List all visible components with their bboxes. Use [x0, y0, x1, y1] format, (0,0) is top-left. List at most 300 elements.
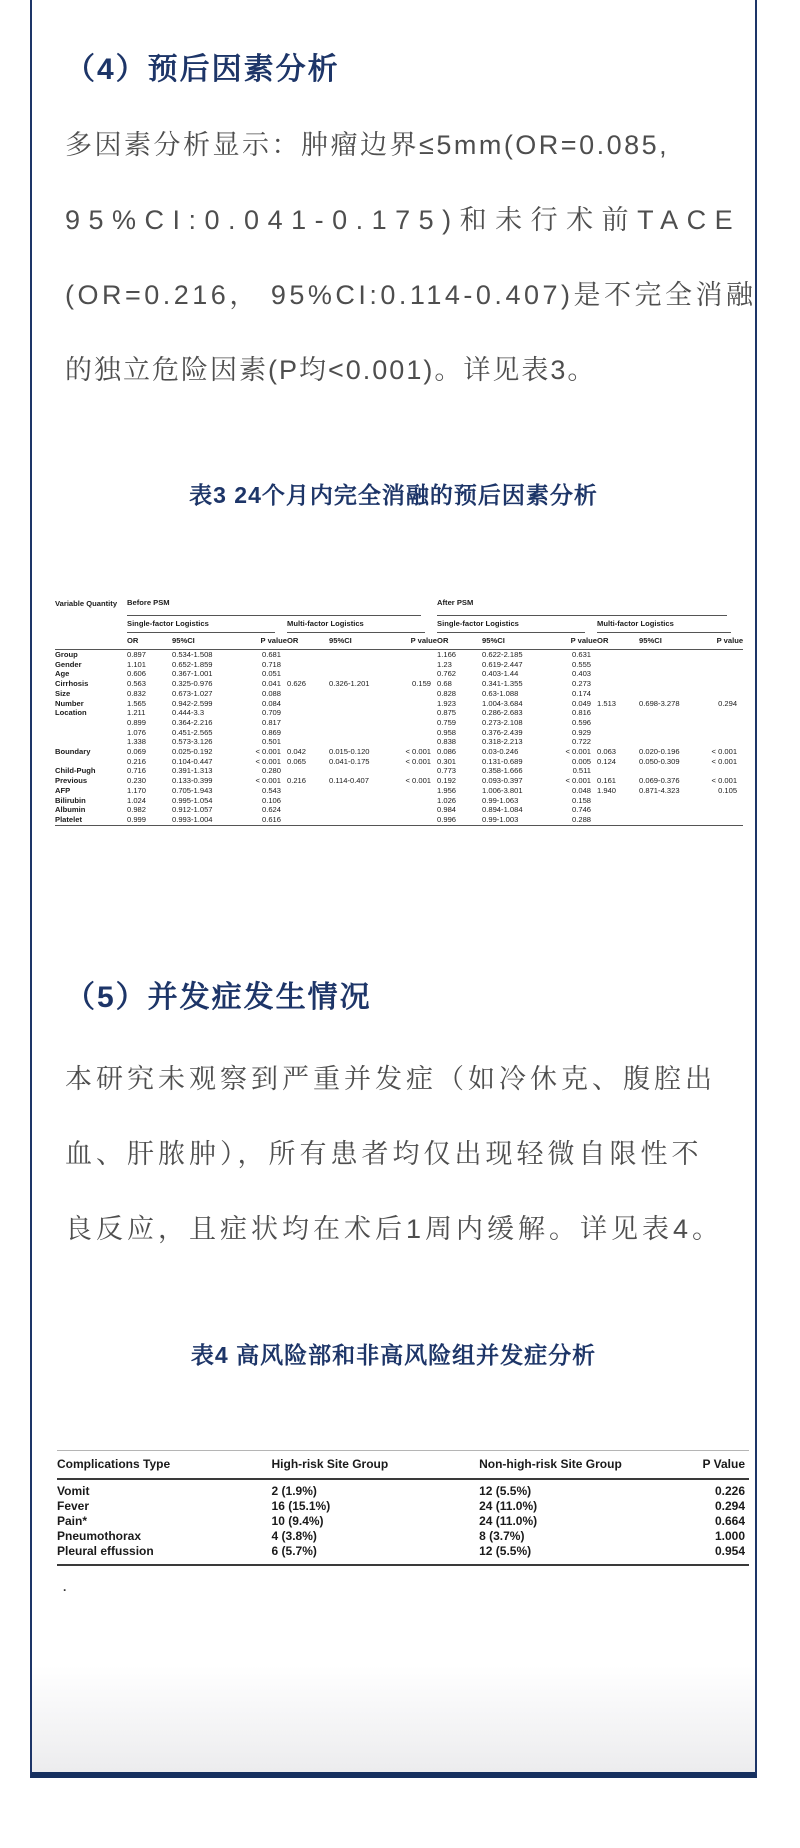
value-cell: 0.722 [572, 737, 592, 747]
value-cell: 1.170 [127, 785, 147, 795]
value-cell: 0.273-2.108 [482, 717, 523, 727]
value-cell [329, 805, 395, 815]
value-cell: 0.982 [127, 805, 147, 815]
variable-cell: Group [55, 650, 78, 659]
value-cell: 0.325-0.976 [172, 679, 213, 689]
col-group-after-psm [437, 598, 743, 616]
value-cell [597, 660, 639, 670]
value-cell: 0.606 [127, 669, 147, 679]
value-cell: 0.99-1.063 [482, 795, 519, 805]
value-cell [705, 708, 743, 718]
value-cell: 0.288 [551, 815, 597, 825]
table-row [57, 1514, 749, 1529]
value-cell [639, 728, 705, 738]
value-cell: 1.024 [127, 795, 147, 805]
value-cell: 0.124 [597, 756, 617, 766]
table-row [55, 718, 743, 728]
value-cell: 0.105 [718, 785, 738, 795]
value-cell: < 0.001 [405, 747, 432, 757]
value-cell [329, 669, 395, 679]
table-row [55, 766, 743, 776]
value-cell: 0.929 [572, 727, 592, 737]
value-cell: 0.216 [127, 756, 147, 766]
table3-measure-row [55, 633, 743, 650]
value-cell: 10 (9.4%) [271, 1514, 324, 1528]
value-cell [287, 805, 329, 815]
col-group-before-psm [127, 598, 437, 616]
value-cell [287, 708, 329, 718]
value-cell [287, 737, 329, 747]
value-cell [395, 650, 437, 660]
value-cell: 0.03-0.246 [482, 747, 519, 757]
value-cell: 0.652-1.859 [172, 659, 213, 669]
table-row [55, 699, 743, 709]
value-cell [287, 660, 329, 670]
value-cell: 0.216 [287, 776, 307, 786]
value-cell: 0.294 [714, 1499, 745, 1513]
value-cell [639, 708, 705, 718]
value-cell: 0.573-3.126 [172, 737, 213, 747]
table4-body [57, 1479, 749, 1565]
group-label: Before PSM [127, 598, 421, 616]
value-cell [705, 815, 743, 825]
value-cell: 0.681 [261, 650, 281, 659]
value-cell [597, 669, 639, 679]
value-cell [287, 650, 329, 660]
subgroup-label: Single-factor Logistics [437, 619, 585, 633]
value-cell: 0.555 [572, 659, 592, 669]
value-cell: 0.358-1.666 [482, 766, 523, 776]
value-cell: 24 (11.0%) [479, 1499, 538, 1513]
value-cell [639, 669, 705, 679]
value-cell: 1.923 [437, 698, 457, 708]
value-cell [705, 679, 743, 689]
value-cell: 0.954 [680, 1544, 749, 1565]
variable-cell: Location [55, 708, 87, 718]
complication-cell: Fever [57, 1499, 90, 1513]
table-row [55, 689, 743, 699]
value-cell: 0.68 [437, 679, 452, 689]
value-cell [395, 669, 437, 679]
value-cell: 0.99-1.003 [482, 815, 551, 825]
complication-cell: Vomit [57, 1484, 90, 1498]
table-row [55, 805, 743, 815]
value-cell [395, 796, 437, 806]
value-cell: 0.832 [127, 688, 147, 698]
col-header: OR [597, 633, 639, 650]
value-cell [287, 786, 329, 796]
value-cell [287, 718, 329, 728]
value-cell [287, 699, 329, 709]
value-cell [597, 718, 639, 728]
subgroup-label: Multi-factor Logistics [597, 619, 731, 633]
variable-cell: Gender [55, 659, 82, 669]
value-cell: < 0.001 [565, 747, 592, 757]
col-subgroup-multi [287, 616, 437, 633]
value-cell: 0.993-1.004 [172, 815, 241, 825]
prognostic-factors-table [55, 598, 743, 826]
variable-cell [55, 757, 127, 767]
value-cell: 0.158 [572, 795, 592, 805]
value-cell: 0.828 [437, 688, 457, 698]
variable-cell: Age [55, 669, 70, 679]
value-cell [329, 660, 395, 670]
col-header: High-risk Site Group [272, 1451, 480, 1480]
value-cell: 0.114-0.407 [329, 776, 369, 786]
value-cell: 0.746 [572, 805, 592, 815]
value-cell: 0.705-1.943 [172, 785, 213, 795]
complication-cell: Pain* [57, 1514, 88, 1528]
col-header: Complications Type [57, 1451, 272, 1480]
value-cell: 0.226 [714, 1484, 745, 1498]
col-header: P value [705, 633, 743, 650]
table4 [57, 1450, 749, 1566]
value-cell: 1.076 [127, 727, 147, 737]
col-header: P value [241, 633, 287, 650]
col-header: P Value [680, 1451, 749, 1480]
variable-cell: AFP [55, 785, 71, 795]
value-cell: 2 (1.9%) [271, 1484, 317, 1498]
value-cell: 0.871-4.323 [639, 785, 680, 795]
value-cell [639, 737, 705, 747]
value-cell: 1.101 [127, 659, 147, 669]
col-subgroup-single [127, 616, 287, 633]
value-cell: 1.006-3.801 [482, 785, 523, 795]
value-cell: < 0.001 [711, 756, 738, 766]
value-cell: 0.301 [437, 756, 457, 766]
value-cell [329, 708, 395, 718]
value-cell [597, 708, 639, 718]
value-cell: 0.015-0.120 [329, 747, 370, 757]
value-cell [705, 805, 743, 815]
value-cell [329, 650, 395, 660]
value-cell [597, 815, 639, 825]
value-cell: 0.294 [718, 698, 738, 708]
value-cell: 1.004-3.684 [482, 698, 523, 708]
table-row [55, 796, 743, 806]
value-cell [705, 796, 743, 806]
value-cell: 0.403-1.44 [482, 669, 519, 679]
value-cell [395, 728, 437, 738]
value-cell [639, 796, 705, 806]
variable-cell: Child-Pugh [55, 766, 96, 776]
section5-paragraph [65, 1042, 731, 1267]
variable-cell: Boundary [55, 747, 91, 757]
value-cell: 0.048 [572, 785, 592, 795]
value-cell: 0.391-1.313 [172, 766, 213, 776]
value-cell: 0.534-1.508 [172, 650, 213, 659]
table-row [57, 1529, 749, 1544]
variable-cell [55, 737, 127, 747]
value-cell: 0.230 [127, 776, 147, 786]
value-cell: 1.026 [437, 795, 457, 805]
table3-body [55, 650, 743, 826]
variable-cell [55, 728, 127, 738]
value-cell: 1.338 [127, 737, 147, 747]
value-cell: 0.958 [437, 727, 457, 737]
value-cell: 0.084 [261, 698, 281, 708]
value-cell [287, 815, 329, 825]
value-cell [639, 650, 705, 660]
col-subgroup-multi [597, 616, 743, 633]
value-cell: 0.817 [261, 717, 281, 727]
table-row [55, 660, 743, 670]
value-cell: 0.318-2.213 [482, 737, 523, 747]
value-cell: 0.762 [437, 669, 457, 679]
value-cell: 0.093-0.397 [482, 776, 523, 786]
section4-paragraph [65, 108, 757, 408]
value-cell [395, 737, 437, 747]
variable-cell: Previous [55, 776, 88, 786]
paragraph-line: (OR=0.216， 95%CI:0.114-0.407)是不完全消融 [65, 280, 757, 310]
table-row [57, 1544, 749, 1565]
col-header-variable: Variable Quantity [55, 598, 127, 650]
paragraph-line: 良反应，且症状均在术后1周内缓解。详见表4。 [65, 1214, 724, 1244]
value-cell: 0.050-0.309 [639, 756, 680, 766]
value-cell: 0.025-0.192 [172, 747, 213, 757]
variable-cell: Cirrhosis [55, 679, 89, 689]
value-cell: 0.280 [261, 766, 281, 776]
value-cell [329, 815, 395, 825]
value-cell: 0.174 [572, 688, 592, 698]
value-cell: 0.698-3.278 [639, 698, 680, 708]
table3 [55, 598, 743, 826]
value-cell: 0.664 [714, 1514, 745, 1528]
col-header: OR [437, 633, 482, 650]
value-cell: 0.942-2.599 [172, 698, 213, 708]
value-cell: 0.063 [597, 747, 617, 757]
value-cell: 0.041 [261, 679, 281, 689]
value-cell [395, 766, 437, 776]
value-cell [329, 766, 395, 776]
value-cell [329, 737, 395, 747]
value-cell: 1.956 [437, 785, 457, 795]
value-cell: 1.23 [437, 659, 452, 669]
value-cell: 16 (15.1%) [271, 1499, 331, 1513]
paragraph-line: 本研究未观察到严重并发症（如冷休克、腹腔出 [65, 1064, 716, 1094]
value-cell [329, 699, 395, 709]
value-cell: 0.133-0.399 [172, 776, 213, 786]
value-cell: 0.161 [597, 776, 617, 786]
value-cell: 0.616 [241, 815, 287, 825]
table-row [55, 708, 743, 718]
value-cell: 4 (3.8%) [271, 1529, 317, 1543]
table-row [55, 757, 743, 767]
value-cell: 0.709 [261, 708, 281, 718]
value-cell: 0.897 [127, 650, 147, 659]
value-cell [639, 718, 705, 728]
col-header: P value [395, 633, 437, 650]
value-cell: 0.403 [572, 669, 592, 679]
value-cell: 0.192 [437, 776, 457, 786]
complication-cell: Pneumothorax [57, 1529, 142, 1543]
value-cell [395, 708, 437, 718]
complications-table [57, 1450, 749, 1566]
value-cell [287, 766, 329, 776]
value-cell: < 0.001 [711, 776, 738, 786]
variable-cell [55, 718, 127, 728]
value-cell: 0.995-1.054 [172, 795, 213, 805]
value-cell [597, 728, 639, 738]
value-cell: 0.367-1.001 [172, 669, 213, 679]
value-cell: 12 (5.5%) [479, 1544, 680, 1565]
value-cell: 0.286-2.683 [482, 708, 523, 718]
value-cell: < 0.001 [255, 756, 281, 766]
value-cell: 0.631 [572, 650, 592, 659]
value-cell: < 0.001 [565, 776, 592, 786]
value-cell: 0.131-0.689 [482, 756, 523, 766]
value-cell [639, 679, 705, 689]
value-cell: 0.718 [261, 659, 281, 669]
value-cell: 0.626 [287, 679, 307, 689]
table4-title: 表4 高风险部和非高风险组并发症分析 [190, 1342, 597, 1368]
variable-cell: Size [55, 688, 71, 698]
value-cell: 0.065 [287, 756, 307, 766]
table-row [57, 1499, 749, 1514]
value-cell: 0.364-2.216 [172, 717, 213, 727]
col-subgroup-single [437, 616, 597, 633]
table4-header-row [57, 1451, 749, 1480]
value-cell: 0.912-1.057 [172, 805, 213, 815]
value-cell [705, 718, 743, 728]
value-cell [597, 737, 639, 747]
value-cell [705, 669, 743, 679]
col-header: P value [551, 633, 597, 650]
value-cell [639, 766, 705, 776]
value-cell: 0.106 [261, 795, 281, 805]
value-cell: 1.940 [597, 785, 617, 795]
value-cell [597, 650, 639, 660]
value-cell: 1.211 [127, 708, 146, 718]
value-cell: 0.899 [127, 717, 147, 727]
value-cell: 0.63-1.088 [482, 688, 519, 698]
value-cell: 0.596 [572, 717, 592, 727]
paragraph-line: 血、肝脓肿），所有患者均仅出现轻微自限性不 [65, 1139, 703, 1169]
value-cell: 0.326-1.201 [329, 679, 370, 689]
value-cell: 0.444-3.3 [172, 708, 205, 718]
table-row [55, 679, 743, 689]
value-cell: 1.565 [127, 698, 147, 708]
value-cell [705, 689, 743, 699]
table-row [55, 776, 743, 786]
value-cell: 0.984 [437, 805, 457, 815]
value-cell: 6 (5.7%) [272, 1544, 480, 1565]
col-header: 95%CI [329, 633, 395, 650]
value-cell: 0.511 [572, 766, 592, 776]
value-cell: 1.166 [437, 650, 457, 659]
value-cell [705, 650, 743, 660]
table-row [55, 616, 743, 633]
value-cell: 0.619-2.447 [482, 659, 523, 669]
table-row [57, 1479, 749, 1499]
value-cell [705, 660, 743, 670]
value-cell [705, 728, 743, 738]
value-cell [639, 689, 705, 699]
value-cell: < 0.001 [255, 776, 281, 786]
col-header: OR [127, 633, 172, 650]
col-header: 95%CI [172, 633, 241, 650]
value-cell [705, 766, 743, 776]
col-header: Non-high-risk Site Group [479, 1451, 680, 1480]
value-cell: 0.624 [261, 805, 281, 815]
value-cell [597, 689, 639, 699]
value-cell: 0.049 [572, 698, 592, 708]
value-cell: 0.051 [261, 669, 281, 679]
value-cell: 0.069 [127, 747, 147, 757]
value-cell: 0.501 [261, 737, 281, 747]
value-cell: 0.020-0.196 [639, 747, 680, 757]
value-cell: < 0.001 [405, 756, 432, 766]
value-cell [329, 796, 395, 806]
value-cell [395, 689, 437, 699]
value-cell [597, 766, 639, 776]
value-cell: 0.376-2.439 [482, 727, 523, 737]
value-cell: 0.042 [287, 747, 307, 757]
value-cell [287, 689, 329, 699]
col-header: 95%CI [482, 633, 551, 650]
value-cell: 24 (11.0%) [479, 1514, 538, 1528]
value-cell: 8 (3.7%) [479, 1529, 525, 1543]
paragraph-line: 95%CI:0.041-0.175)和未行术前TACE [65, 205, 742, 235]
value-cell: 0.996 [437, 815, 482, 825]
col-header: 95%CI [639, 633, 705, 650]
subgroup-label: Single-factor Logistics [127, 619, 275, 633]
value-cell: 0.341-1.355 [482, 679, 523, 689]
value-cell: 0.543 [261, 785, 281, 795]
value-cell: 0.838 [437, 737, 457, 747]
value-cell: 0.869 [261, 727, 281, 737]
value-cell: 0.563 [127, 679, 147, 689]
value-cell: 0.673-1.027 [172, 688, 213, 698]
paragraph-line: 多因素分析显示：肿瘤边界≤5mm(OR=0.085, [65, 130, 670, 160]
variable-cell: Albumin [55, 805, 86, 815]
value-cell: 0.159 [412, 679, 432, 689]
value-cell: 0.104-0.447 [172, 756, 213, 766]
value-cell: 0.894-1.084 [482, 805, 523, 815]
table-row [55, 747, 743, 757]
value-cell: 1.513 [597, 698, 617, 708]
value-cell: < 0.001 [255, 747, 281, 757]
table-row [55, 737, 743, 747]
table-row [55, 650, 743, 660]
value-cell [329, 728, 395, 738]
table-row [55, 669, 743, 679]
value-cell: 0.041-0.175 [329, 756, 370, 766]
value-cell [597, 805, 639, 815]
value-cell: 0.086 [437, 747, 457, 757]
value-cell: 0.273 [572, 679, 592, 689]
table-row [55, 786, 743, 796]
value-cell: 0.816 [572, 708, 592, 718]
variable-cell: Bilirubin [55, 795, 86, 805]
table3-title: 表3 24个月内完全消融的预后因素分析 [189, 482, 598, 508]
value-cell [639, 815, 705, 825]
value-cell: 12 (5.5%) [479, 1484, 532, 1498]
value-cell: 0.773 [437, 766, 457, 776]
value-cell: 0.005 [572, 756, 592, 766]
value-cell: 0.451-2.565 [172, 727, 213, 737]
section5-heading: （5）并发症发生情况 [65, 981, 372, 1014]
value-cell [329, 689, 395, 699]
variable-cell: Number [55, 698, 84, 708]
value-cell: < 0.001 [711, 747, 738, 757]
table-row [55, 728, 743, 738]
value-cell [639, 660, 705, 670]
value-cell [597, 679, 639, 689]
table-row [55, 598, 743, 616]
value-cell [395, 805, 437, 815]
value-cell [395, 699, 437, 709]
